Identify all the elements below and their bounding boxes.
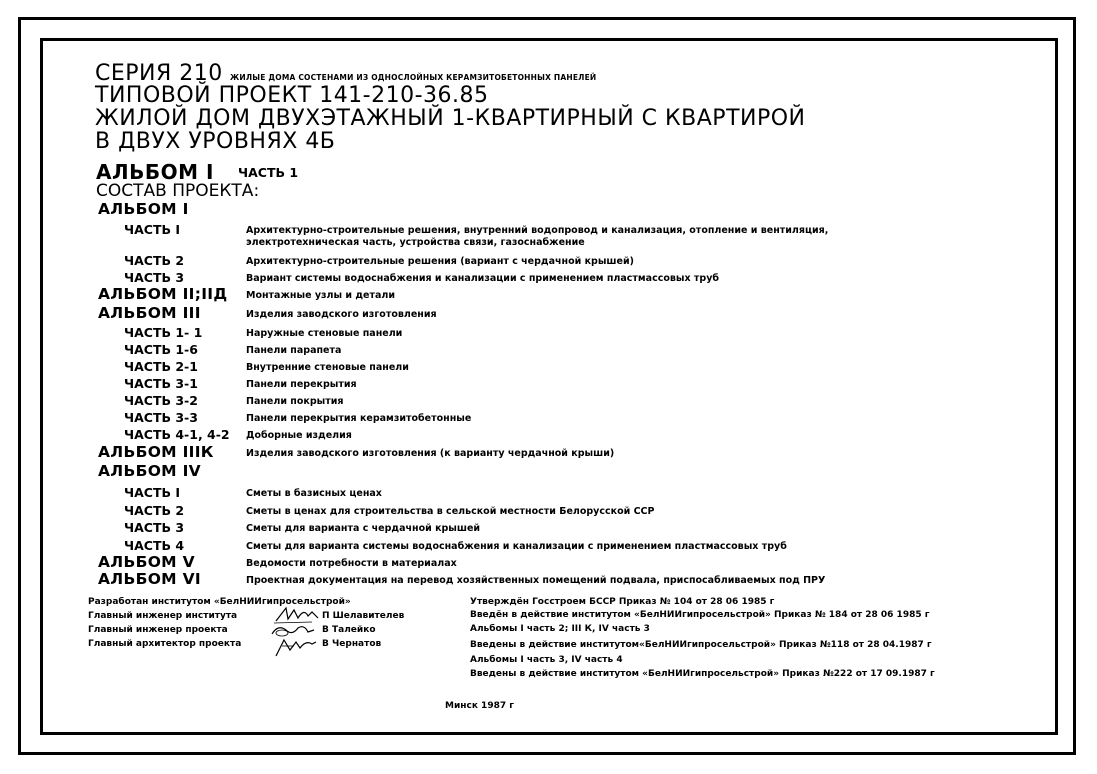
- approval-line-6: Введены в действие институтом «БелНИИгипросельстрой» Приказ №222 от 17 09.1987 г: [470, 669, 935, 679]
- part-label: ЧАСТЬ 3-1: [124, 376, 198, 391]
- part-label: ЧАСТЬ 1-6: [124, 342, 198, 357]
- project-number: ТИПОВОЙ ПРОЕКТ 141-210-36.85: [95, 83, 489, 108]
- album-label: АЛЬБОМ I: [98, 200, 189, 218]
- album-part-heading: ЧАСТЬ 1: [238, 165, 299, 180]
- contents-description: Монтажные узлы и детали: [246, 290, 395, 301]
- part-label: ЧАСТЬ 3-3: [124, 410, 198, 425]
- part-label: ЧАСТЬ 4: [124, 538, 185, 553]
- contents-description: Сметы для варианта системы водоснабжения и канализации с применением пластмассовых труб: [246, 541, 787, 552]
- contents-description: Сметы в ценах для строительства в сельской местности Белорусской ССР: [246, 506, 655, 517]
- part-label: ЧАСТЬ 2-1: [124, 359, 198, 374]
- approval-line-3: Альбомы I часть 2; III К, IV часть 3: [470, 624, 650, 634]
- chief-engineer-institute-name: П Шелавителев: [322, 611, 405, 621]
- chief-architect-role: Главный архитектор проекта: [88, 639, 242, 649]
- contents-description: Панели покрытия: [246, 396, 344, 407]
- contents-description: Изделия заводского изготовления: [246, 309, 437, 320]
- composition-heading: СОСТАВ ПРОЕКТА:: [96, 181, 260, 201]
- album-label: АЛЬБОМ II;IIД: [98, 285, 228, 303]
- contents-description: Наружные стеновые панели: [246, 328, 403, 339]
- series-label: СЕРИЯ 210: [95, 61, 223, 86]
- signature-chernatov: [270, 636, 320, 660]
- album-label: АЛЬБОМ VI: [98, 570, 201, 588]
- part-label: ЧАСТЬ 3: [124, 520, 185, 535]
- city-year: Минск 1987 г: [445, 701, 514, 711]
- part-label: ЧАСТЬ 1- 1: [124, 325, 203, 340]
- part-label: ЧАСТЬ 2: [124, 253, 185, 268]
- contents-description: Вариант системы водоснабжения и канализации с применением пластмассовых труб: [246, 273, 720, 284]
- developed-by: Разработан институтом «БелНИИгипросельстрой»: [88, 597, 351, 607]
- title-line-1: ЖИЛОЙ ДОМ ДВУХЭТАЖНЫЙ 1-КВАРТИРНЫЙ С КВАРТИРОЙ: [95, 106, 806, 131]
- contents-description: Архитектурно-строительные решения (вариант с чердачной крышей): [246, 256, 634, 267]
- contents-description-continued: электротехническая часть, устройства связи, газоснабжение: [246, 237, 585, 248]
- contents-description: Панели перекрытия: [246, 379, 357, 390]
- contents-description: Сметы в базисных ценах: [246, 488, 382, 499]
- contents-description: Внутренние стеновые панели: [246, 362, 409, 373]
- contents-description: Ведомости потребности в материалах: [246, 558, 457, 569]
- approval-line-1: Утверждён Госстроем БССР Приказ № 104 от 28 06 1985 г: [470, 597, 775, 607]
- series-description: ЖИЛЫЕ ДОМА СОСТЕНАМИ ИЗ ОДНОСЛОЙНЫХ КЕРАМЗИТОБЕТОННЫХ ПАНЕЛЕЙ: [230, 73, 597, 82]
- approval-line-4: Введены в действие институтом«БелНИИгипросельстрой» Приказ №118 от 28 04.1987 г: [470, 640, 932, 650]
- part-label: ЧАСТЬ 3-2: [124, 393, 198, 408]
- album-heading: АЛЬБОМ I: [96, 160, 214, 184]
- contents-description: Архитектурно-строительные решения, внутренний водопровод и канализация, отопление и вентиляция,: [246, 225, 829, 236]
- approval-line-2: Введён в действие институтом «БелНИИгипросельстрой» Приказ № 184 от 28 06 1985 г: [470, 610, 930, 620]
- chief-engineer-institute-role: Главный инженер института: [88, 611, 238, 621]
- album-label: АЛЬБОМ III: [98, 304, 201, 322]
- chief-architect-name: В Чернатов: [322, 639, 382, 649]
- album-label: АЛЬБОМ V: [98, 553, 195, 571]
- contents-description: Доборные изделия: [246, 430, 352, 441]
- contents-description: Панели перекрытия керамзитобетонные: [246, 413, 472, 424]
- chief-engineer-project-name: В Талейко: [322, 625, 376, 635]
- chief-engineer-project-role: Главный инженер проекта: [88, 625, 228, 635]
- part-label: ЧАСТЬ I: [124, 485, 181, 500]
- album-label: АЛЬБОМ IIIК: [98, 443, 214, 461]
- part-label: ЧАСТЬ 2: [124, 503, 185, 518]
- contents-description: Изделия заводского изготовления (к варианту чердачной крыши): [246, 448, 615, 459]
- contents-description: Панели парапета: [246, 345, 342, 356]
- approval-line-5: Альбомы I часть 3, IV часть 4: [470, 655, 623, 665]
- title-line-2: В ДВУХ УРОВНЯХ 4Б: [95, 129, 336, 154]
- part-label: ЧАСТЬ I: [124, 222, 181, 237]
- part-label: ЧАСТЬ 4-1, 4-2: [124, 427, 230, 442]
- contents-description: Сметы для варианта с чердачной крышей: [246, 523, 481, 534]
- contents-description: Проектная документация на перевод хозяйственных помещений подвала, приспосабливаемых под ПРУ: [246, 575, 826, 586]
- album-label: АЛЬБОМ IV: [98, 462, 201, 480]
- part-label: ЧАСТЬ 3: [124, 270, 185, 285]
